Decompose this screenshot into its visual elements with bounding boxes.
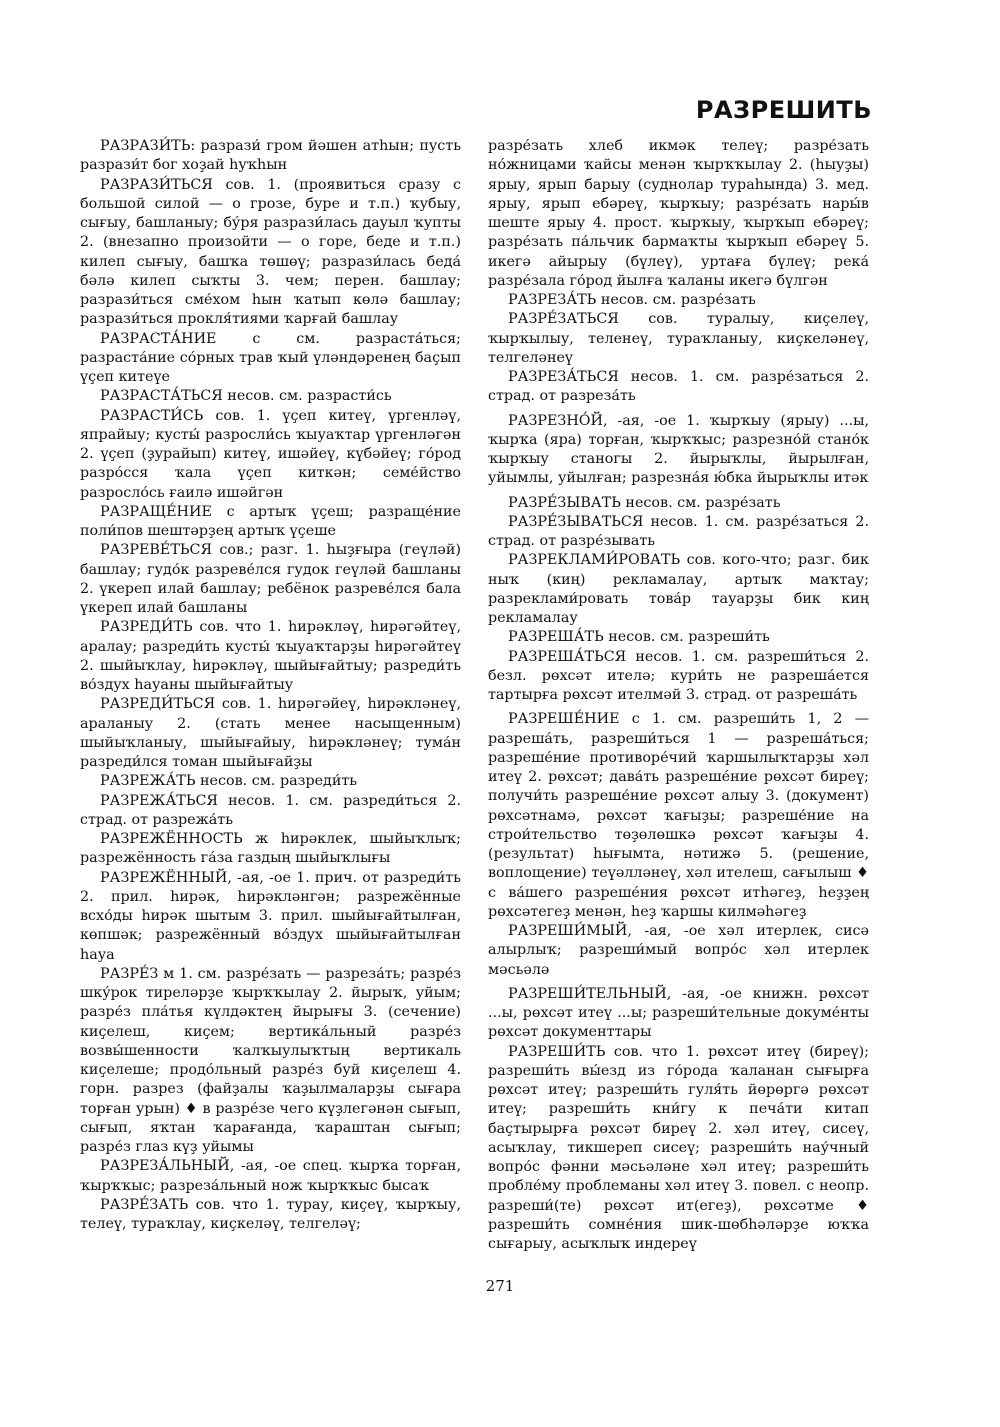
- entry: РАЗРАЗИ́ТЬ: разрази́ гром йәшен атһын; пусть разрази́т бог хоҙай һуҡһын: [80, 138, 461, 174]
- entry: РАЗРЕЖЁННЫЙ, -ая, -ое 1. прич. от разреди́ть 2. прил. һирәк, һирәкләнгән; разрежённые всхо́ды һирәк шытым 3. прил. шыйығайтылған, көпшәк; разрежённый во́здух шыйығайтылған һауа: [80, 869, 461, 963]
- entry: РАЗРЕ́ЗАТЬ сов. что 1. турау, киҫеү, ҡырҡыу, телеү, тураҡлау, киҫкеләү, телгеләү;: [80, 1196, 461, 1232]
- entry: РАЗРЕША́ТЬСЯ несов. 1. см. разреши́ться 2. безл. рөхсәт ителә; кури́ть не разреша́ется тартырға рөхсәт ителмәй 3. страд. от разреша́ть: [488, 648, 869, 703]
- entry: РАЗРЕЗА́ТЬСЯ несов. 1. см. разре́заться 2. страд. от разреза́ть: [488, 369, 869, 405]
- entry: РАЗРАСТА́НИЕ с см. разраста́ться; разраста́ние со́рных трав ҡый үләндәренең баҫып үҫеп китеүе: [80, 330, 461, 385]
- entry: РАЗРЕШЕ́НИЕ с 1. см. разреши́ть 1, 2 — разреша́ть, разреши́ться 1 — разреша́ться; разреше́ние противоре́чий ҡаршылыҡтарҙы хәл итеү 2. рөхсәт; дава́ть разреше́ние рөхсәт биреү; получи́ть разреше́ние рөхсәт алыу 3. (документ) рөхсәтнамә, рөхсәт ҡағыҙы; разреше́ние на строи́тельство төҙөлөшкә рөхсәт ҡағыҙы 4. (результат) һығымта, нәтижә 5. (решение, воплощение) теүәлләнеү, хәл ителеш, сағылыш ♦ с ва́шего разреше́ния рөхсәт итһәгеҙ, һеҙҙең рөхсәтегеҙ менән, һеҙ ҡаршы килмәһәгеҙ: [488, 711, 869, 920]
- entry: РАЗРЕЗНО́Й, -ая, -ое 1. ҡырҡыу (ярыу) ...ы, ҡырҡа (яра) торған, ҡырҡҡыс; разрезно́й стано́к ҡырҡыу станогы 2. йырыҡлы, йырылған, уйымлы, уйылған; разрезна́я ю́бка йырыҡлы итәк: [488, 412, 869, 487]
- entry: РАЗРЕ́ЗЫВАТЬСЯ несов. 1. см. разре́заться 2. страд. от разре́зывать: [488, 513, 869, 549]
- entry: РАЗРЕЗА́ЛЬНЫЙ, -ая, -ое спец. ҡырҡа торған, ҡырҡҡыс; разреза́льный нож ҡырҡҡыс бысаҡ: [80, 1158, 461, 1194]
- entry: РАЗРЕШИ́ТЬ сов. что 1. рөхсәт итеү (биреү); разреши́ть вы́езд из го́рода ҡаланан сығырға рөхсәт итеү; разреши́ть гуля́ть йөрөргә рөхсәт итеү; разреши́ть кни́гу к печа́ти китап баҫтырырға рөхсәт биреү 2. хәл итеү, сисеү, асыҡлау, тикшереп сисеү; разреши́ть нау́чный вопро́с фәнни мәсьәләне хәл итеү; разреши́ть пробле́му проблеманы хәл итеү 3. повел. с неопр. разреши́(те) рөхсәт ит(егеҙ), рөхсәтме ♦ разреши́ть сомне́ния шик-шөбһәләрҙе юҡҡа сығарыу, асыҡлыҡ индереү: [488, 1043, 869, 1252]
- page-number: 271: [485, 1277, 515, 1295]
- entry: РАЗРЕША́ТЬ несов. см. разреши́ть: [508, 629, 770, 646]
- entry: РАЗРЕЖА́ТЬСЯ несов. 1. см. разреди́ться 2. страд. от разрежа́ть: [80, 792, 461, 828]
- entry: РАЗРЕКЛАМИ́РОВАТЬ сов. кого-что; разг. бик ныҡ (киң) рекламалау, артыҡ маҡтау; разреклами́ровать това́р тауарҙы бик киң рекламалау: [488, 552, 869, 626]
- entry: РАЗРЕ́ЗАТЬСЯ сов. туралыу, киҫелеү, ҡырҡылыу, теленеү, тураҡланыу, киҫкеләнеү, телгеләнеү: [488, 311, 869, 366]
- entry: РАЗРЕДИ́ТЬ сов. что 1. һирәкләү, һирәгәйтеү, аралау; разреди́ть кусты́ ҡыуаҡтарҙы һирәгәйтеү 2. шыйыҡлау, һирәкләү, шыйығайтыу; разреди́ть во́здух һауаны шыйығайтыу: [80, 619, 461, 693]
- entry: РАЗРЕЗА́ТЬ несов. см. разре́зать: [508, 292, 756, 308]
- right-column: [488, 137, 869, 1254]
- entry: РАЗРАСТИ́СЬ сов. 1. үҫеп китеү, үргенләү, япрайыу; кусты́ разросли́сь ҡыуаҡтар үргенләгән 2. үҫеп (ҙурайып) китеү, ишәйеү, күбәйеү; го́род разро́сся ҡала үҫеп киткән; семе́йство разросло́сь ғаилә ишәйгән: [80, 407, 461, 501]
- entry: РАЗРЕВЕ́ТЬСЯ сов.; разг. 1. һыҙғыра (геүләй) башлау; гудо́к разреве́лся гудок геүләй башланы 2. үкереп илай башлау; ребёнок разреве́лся бала үкереп илай башланы: [80, 542, 461, 616]
- entry: РАЗРЕЖА́ТЬ несов. см. разреди́ть: [100, 773, 358, 790]
- running-head: РАЗРЕШИТЬ: [695, 96, 872, 124]
- entry: РАЗРЕ́ЗЫВАТЬ несов. см. разре́зать: [508, 494, 781, 511]
- entry: РАЗРЕДИ́ТЬСЯ сов. 1. һирәгәйеү, һирәкләнеү, араланыу 2. (стать менее насыщенным) шыйыҡланыу, шыйығайыу, һирәкләнеү; тума́н разреди́лся томан шыйығайҙы: [80, 696, 461, 770]
- entry: РАЗРЕ́З м 1. см. разре́зать — разреза́ть; разре́з шку́рок тиреләрҙе ҡырҡҡылау 2. йырыҡ, уйым; разре́з пла́тья күлдәктең йырығы 3. (сечение) киҫелеш, киҫем; вертика́льный разре́з возвы́шенности ҡалҡыулыҡтың вертикаль киҫелеше; продо́льный разре́з буй киҫелеш 4. горн. разрез (файҙалы ҡаҙылмаларҙы сығара торған урын) ♦ в разре́зе чего күҙлегәнән сығып, сығып, яҡтан ҡарағанда, ҡараштан сығып; разре́з глаз күҙ уйымы: [80, 965, 461, 1155]
- entry-continuation: разре́зать хлеб икмәк телеү; разре́зать но́жницами ҡайсы менән ҡырҡҡылау 2. (һыуҙы) ярыу, ярып барыу (суднолар тураһында) 3. мед. ярыу, ярып ебәреү, ҡырҡыу; разре́зать нары́в шеште ярыу 4. прост. ҡырҡыу, ҡырҡып ебәреү; разре́зать па́льчик бармаҡты ҡырҡып ебәреү 5. икегә айырыу (бүлеү), уртаға бүлеү; река́ разре́зала го́род йылға ҡаланы икегә бүлгән: [488, 138, 869, 289]
- entry: РАЗРАЩЕ́НИЕ с артыҡ үҫеш; разраще́ние поли́пов шештәрҙең артыҡ үҫеше: [80, 503, 461, 539]
- entry: РАЗРАСТА́ТЬСЯ несов. см. разрасти́сь: [100, 388, 392, 405]
- entry: РАЗРЕЖЁННОСТЬ ж һирәклек, шыйыҡлыҡ; разрежённость га́за газдың шыйыҡлығы: [80, 831, 461, 867]
- entry: РАЗРЕШИ́МЫЙ, -ая, -ое хәл итерлек, сисә алырлыҡ; разреши́мый вопро́с хәл итерлек мәсьәлә: [488, 923, 869, 978]
- left-column: [80, 137, 461, 1234]
- entry: РАЗРЕШИ́ТЕЛЬНЫЙ, -ая, -ое книжн. рөхсәт ...ы, рөхсәт итеү ...ы; разреши́тельные докуме́нты рөхсәт документтары: [488, 985, 869, 1041]
- entry: РАЗРАЗИ́ТЬСЯ сов. 1. (проявиться сразу с большой силой — о грозе, буре и т.п.) ҡубыу, сығыу, башланыу; бу́ря разрази́лась дауыл ҡупты 2. (внезапно произойти — о горе, беде и т.п.) килеп сығыу, башҡа төшөү; разрази́лась беда́ бәлә килеп сыҡты 3. чем; перен. башлау; разрази́ться сме́хом һын ҡатып көлә башлау; разрази́ться прокля́тиями ҡарғай башлау: [80, 176, 461, 328]
